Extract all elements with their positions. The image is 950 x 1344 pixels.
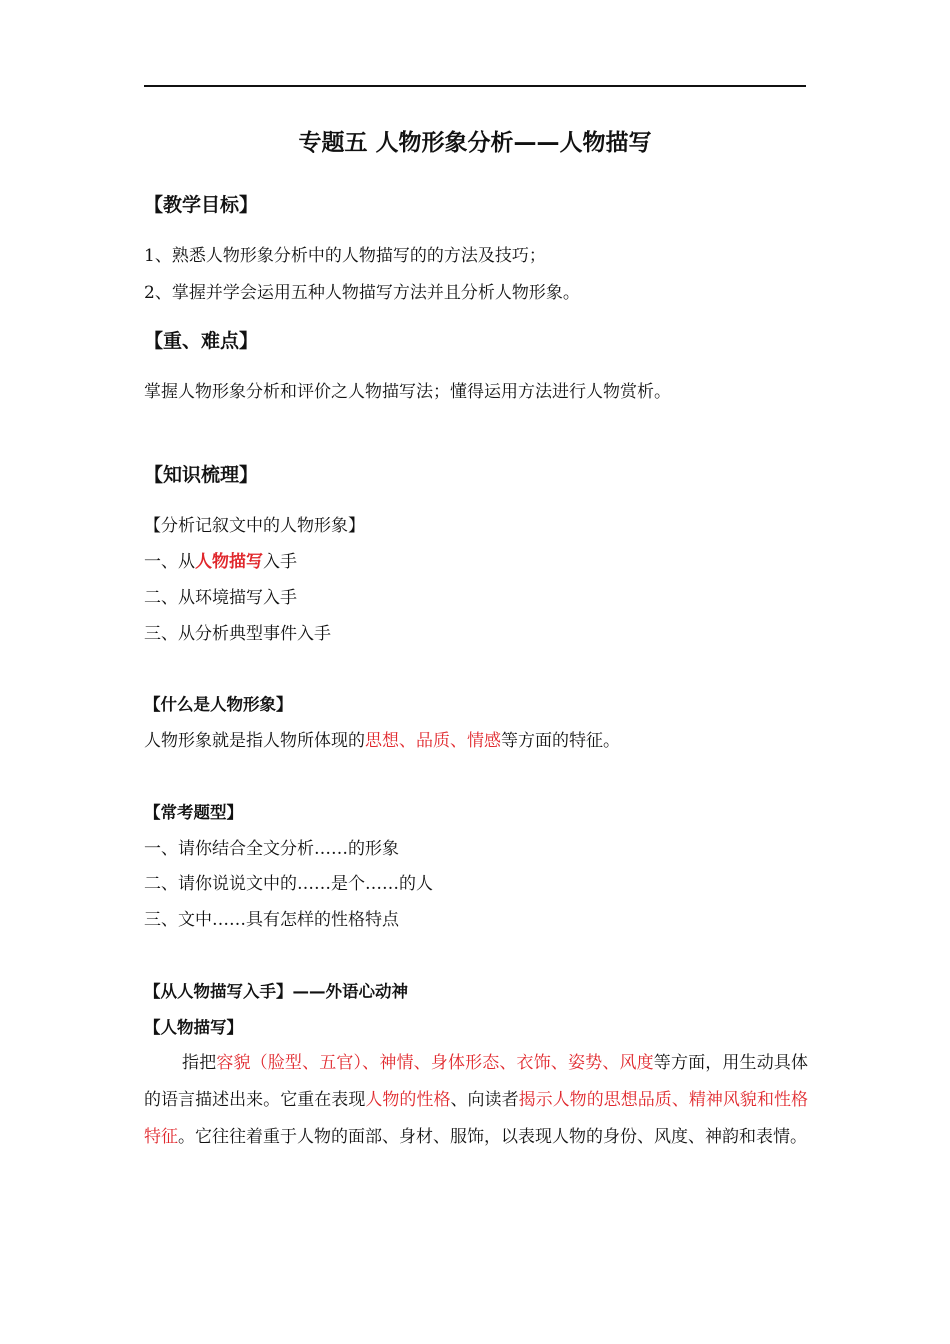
knowledge-item-1 xyxy=(144,550,297,574)
description-p-4: 人物的性格 xyxy=(365,1090,451,1110)
question-type-3: 三、文中……具有怎样的性格特点 xyxy=(144,910,399,930)
description-p-2: 容貌（脸型、五官）、神情、身体形态、衣饰、姿势、风度 xyxy=(216,1053,654,1073)
question-type-2: 二、请你说说文中的……是个……的人 xyxy=(144,874,433,894)
what-is-text-highlight: 思想、品质、情感 xyxy=(365,731,501,751)
what-is-text xyxy=(144,729,620,753)
goal-item-1: 1、熟悉人物形象分析中的人物描写的的方法及技巧； xyxy=(144,246,546,266)
knowledge-sub-heading: 【分析记叙文中的人物形象】 xyxy=(144,516,365,536)
goals-heading: 【教学目标】 xyxy=(144,194,259,216)
keypoints-heading: 【重、难点】 xyxy=(144,330,259,352)
description-paragraph xyxy=(144,1045,808,1156)
description-heading: 【从人物描写入手】——外语心动神 xyxy=(144,982,408,1001)
description-p-6: 揭示人物的思想品质、精神风貌和性格特征 xyxy=(144,1090,809,1147)
goal-item-2: 2、掌握并学会运用五种人物描写方法并且分析人物形象。 xyxy=(144,283,580,303)
what-is-text-suffix: 等方面的特征。 xyxy=(501,731,620,751)
knowledge-item-1-suffix: 入手 xyxy=(263,552,297,572)
description-p-3: 等方面，用生动具体的语言描述出来。它重在表现 xyxy=(144,1053,809,1110)
page-title: 专题五 人物形象分析——人物描写 xyxy=(298,130,652,156)
keypoints-text: 掌握人物形象分析和评价之人物描写法；懂得运用方法进行人物赏析。 xyxy=(144,382,671,402)
description-p-1: 指把 xyxy=(182,1053,217,1073)
knowledge-item-1-prefix: 一、从 xyxy=(144,552,195,572)
description-p-7: 。它往往着重于人物的面部、身材、服饰，以表现人物的身份、风度、神韵和表情。 xyxy=(178,1127,807,1147)
description-sub-heading: 【人物描写】 xyxy=(144,1018,243,1037)
what-is-heading: 【什么是人物形象】 xyxy=(144,695,293,714)
header-rule xyxy=(144,85,806,87)
what-is-text-prefix: 人物形象就是指人物所体现的 xyxy=(144,731,365,751)
knowledge-item-1-highlight: 人物描写 xyxy=(195,552,263,572)
knowledge-item-2: 二、从环境描写入手 xyxy=(144,588,297,608)
description-p-5: 、向读者 xyxy=(450,1090,519,1110)
question-types-heading: 【常考题型】 xyxy=(144,803,243,822)
knowledge-item-3: 三、从分析典型事件入手 xyxy=(144,624,331,644)
question-type-1: 一、请你结合全文分析……的形象 xyxy=(144,839,399,859)
knowledge-heading: 【知识梳理】 xyxy=(144,464,259,486)
